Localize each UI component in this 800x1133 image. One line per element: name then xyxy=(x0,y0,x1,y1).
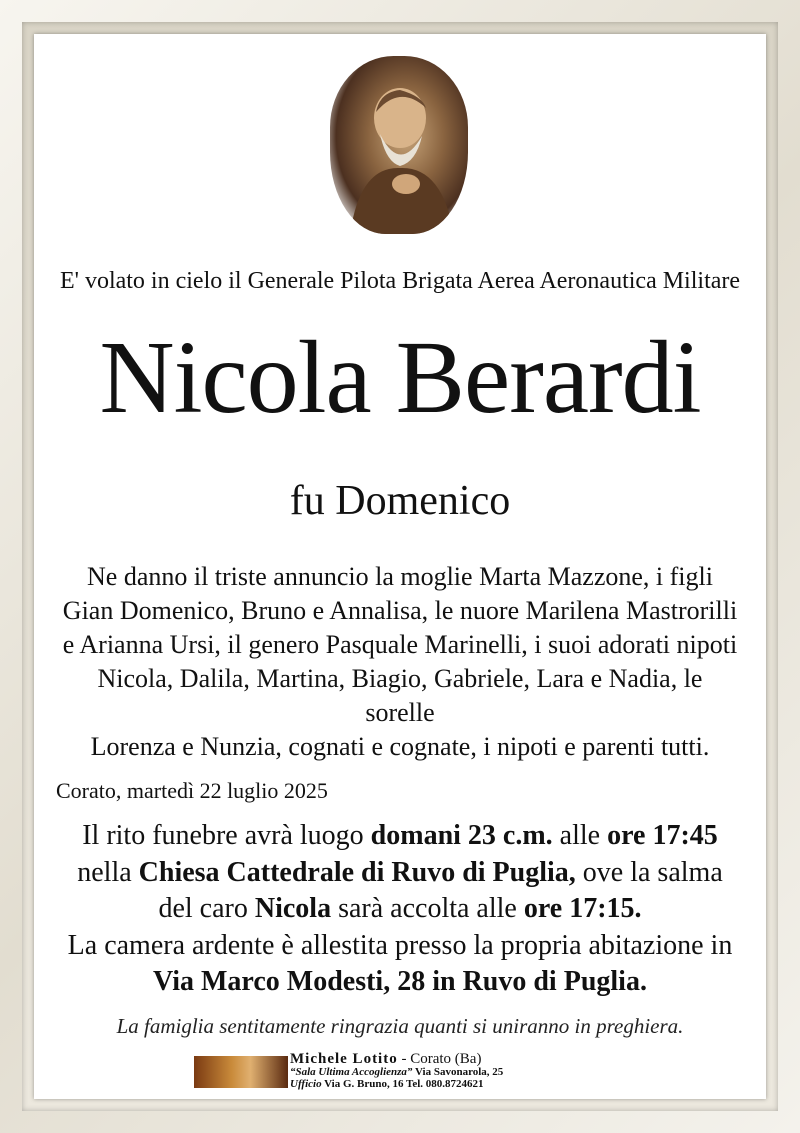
announcement-line: Lorenza e Nunzia, cognati e cognate, i nipoti e parenti tutti. xyxy=(90,732,710,761)
deceased-name: Nicola Berardi xyxy=(99,320,701,435)
rite-line-1 xyxy=(40,818,760,855)
funeral-home-logo-image xyxy=(194,1056,288,1088)
announcement-line: e Arianna Ursi, il genero Pasquale Marinelli, i suoi adorati nipoti xyxy=(62,630,738,659)
announcement-line: Nicola, Dalila, Martina, Biagio, Gabriele, Lara e Nadia, le sorelle xyxy=(97,664,703,727)
rite-text: nella xyxy=(77,856,139,888)
rite-time: ore 17:45 xyxy=(607,820,718,851)
arrival-time: ore 17:15. xyxy=(523,893,642,924)
rite-deceased-first-name: Nicola xyxy=(254,893,332,924)
funeral-details xyxy=(40,818,760,1001)
home-address: Via Marco Modesti, 28 in Ruvo di Puglia. xyxy=(153,966,647,997)
place-date: Corato, martedì 22 luglio 2025 xyxy=(56,778,328,803)
rite-text: del caro xyxy=(158,893,255,924)
father-line: fu Domenico xyxy=(289,478,511,524)
rite-date: domani 23 c.m. xyxy=(370,820,553,851)
rite-line-4: La camera ardente è allestita presso la propria abitazione in xyxy=(67,929,733,961)
rite-church: Chiesa Cattedrale di Ruvo di Puglia, xyxy=(138,856,576,888)
rite-text: alle xyxy=(552,820,608,851)
intro-line: E' volato in cielo il Generale Pilota Brigata Aerea Aeronautica Militare xyxy=(59,268,741,294)
saint-portrait-image xyxy=(330,56,468,234)
announcement-line: Gian Domenico, Bruno e Annalisa, le nuore Marilena Mastrorilli xyxy=(62,596,738,625)
footer-hall-line xyxy=(290,1066,503,1078)
rite-line-5 xyxy=(40,964,760,1001)
announcement-text xyxy=(60,560,740,764)
thanks-line: La famiglia sentitamente ringrazia quanti si uniranno in preghiera. xyxy=(116,1014,684,1038)
business-name: Michele Lotito xyxy=(290,1051,398,1067)
office-label: Ufficio xyxy=(290,1078,322,1090)
hall-address: Via Savonarola, 25 xyxy=(412,1066,504,1078)
rite-text: Il rito funebre avrà luogo xyxy=(82,820,371,851)
office-address: Via G. Bruno, 16 Tel. 080.8724621 xyxy=(321,1078,484,1090)
business-city: - Corato (Ba) xyxy=(397,1051,482,1067)
hall-name: “Sala Ultima Accoglienza” xyxy=(290,1066,413,1078)
rite-line-3 xyxy=(40,891,760,928)
rite-text: sarà accolta alle xyxy=(331,893,524,924)
rite-line-2 xyxy=(40,855,760,892)
footer-office-line xyxy=(290,1078,484,1090)
announcement-line: Ne danno il triste annuncio la moglie Marta Mazzone, i figli xyxy=(87,562,713,591)
funeral-home-footer xyxy=(194,1051,614,1091)
rite-text: ove la salma xyxy=(575,856,723,888)
